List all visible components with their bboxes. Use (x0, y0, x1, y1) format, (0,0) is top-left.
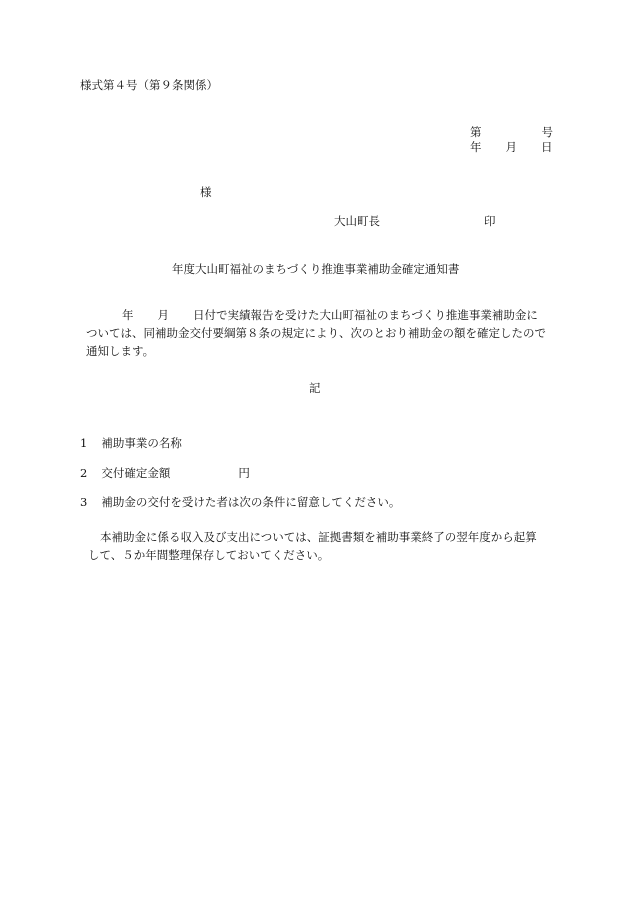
item-project-name (80, 438, 182, 450)
item-number: 2 (80, 466, 88, 480)
item-conditions (80, 497, 400, 509)
form-number: 様式第４号（第９条関係） (80, 78, 218, 92)
body-line-2: ついては、同補助金交付要綱第８条の規定により、次のとおり補助金の額を確定したので (86, 326, 546, 340)
note-line-2: して、５か年間整理保存しておいてください。 (88, 548, 330, 562)
body-line-1 (86, 306, 556, 324)
issue-date-year: 年 (470, 140, 482, 154)
body-month: 月 (157, 308, 169, 322)
amount-unit: 円 (238, 466, 250, 480)
issue-date-month: 月 (505, 140, 517, 154)
addressee-suffix: 様 (200, 185, 212, 199)
note-line-1-text: 本補助金に係る収入及び支出については、証拠書類を補助事業終了の翌年度から起算 (100, 530, 537, 544)
item-text: 交付確定金額 (101, 466, 171, 480)
issuer-name: 大山町長 (334, 214, 380, 228)
body-line-1-text: 日付で実績報告を受けた大山町福祉のまちづくり推進事業補助金に (193, 308, 538, 322)
item-confirmed-amount (80, 468, 250, 480)
item-text: 補助事業の名称 (101, 436, 182, 450)
document-number-suffix: 号 (541, 125, 553, 139)
note-line-1 (88, 528, 558, 546)
body-year: 年 (122, 308, 134, 322)
body-paragraph (86, 306, 556, 360)
ki-heading: 記 (309, 381, 321, 395)
document-number (470, 127, 553, 139)
issue-date-day: 日 (541, 140, 553, 154)
seal-mark: 印 (484, 214, 496, 228)
body-line-3: 通知します。 (86, 344, 155, 358)
item-number: 3 (80, 495, 88, 509)
issue-date (470, 142, 553, 154)
document-number-prefix: 第 (470, 125, 482, 139)
document-title: 年度大山町福祉のまちづくり推進事業補助金確定通知書 (172, 262, 460, 276)
condition-note (88, 528, 558, 564)
item-text: 補助金の交付を受けた者は次の条件に留意してください。 (101, 495, 401, 509)
item-number: 1 (80, 436, 88, 450)
